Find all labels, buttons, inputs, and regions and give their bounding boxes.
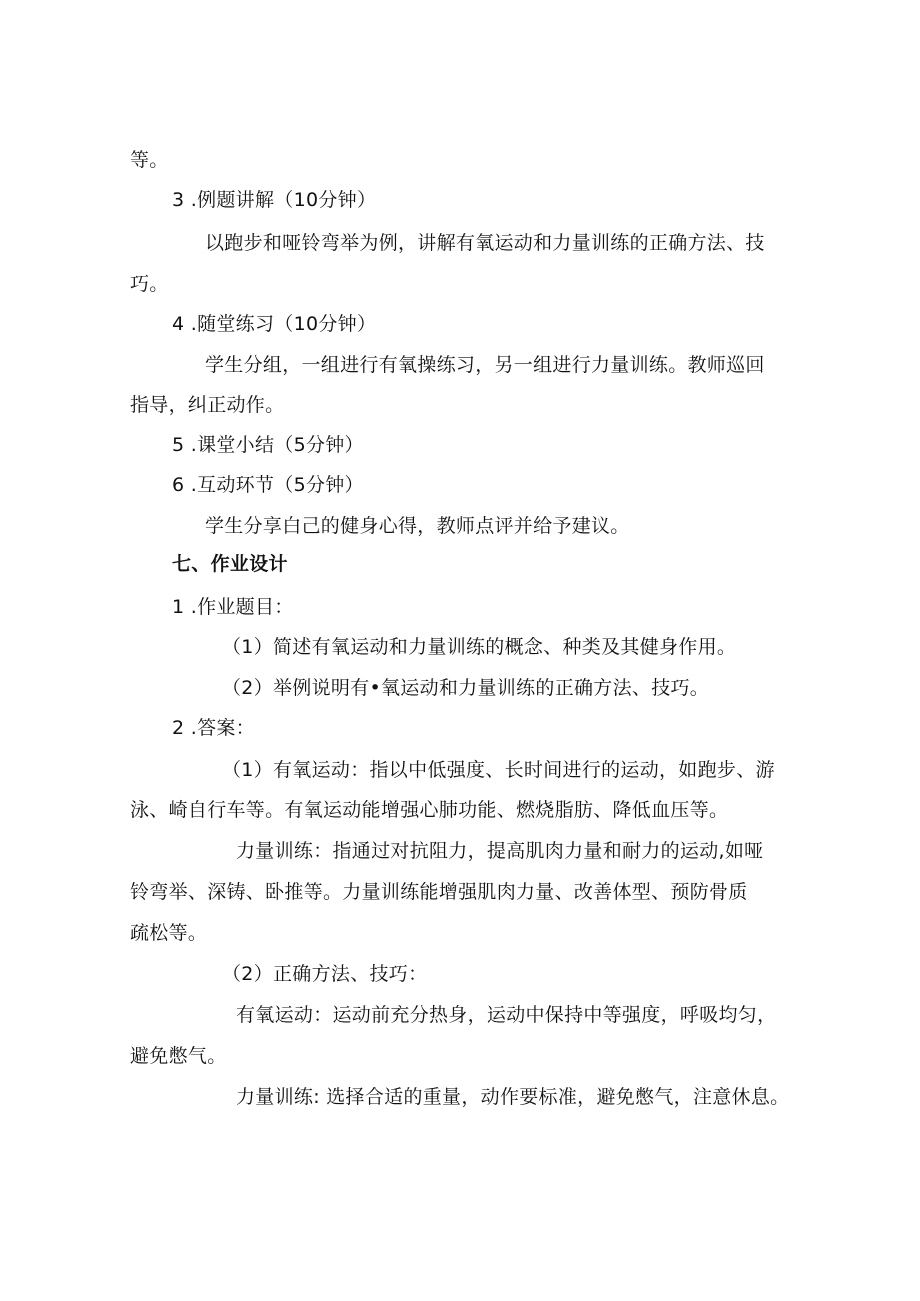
section-heading: 1 .作业题目：	[172, 596, 294, 618]
section-heading: 3 .例题讲解（10分钟）	[172, 189, 377, 211]
paragraph-line: 巧。	[130, 273, 169, 295]
answer-line: 力量训练：指通过对抗阻力，提高肌肉力量和耐力的运动,如哑	[236, 840, 764, 862]
answer-line: 有氧运动：运动前充分热身，运动中保持中等强度，呼吸均匀，	[236, 1004, 777, 1026]
answer-line: 铃弯举、深铸、卧推等。力量训练能增强肌肉力量、改善体型、预防骨质	[130, 881, 748, 903]
answer-line: 避免憋气。	[130, 1045, 227, 1067]
text-line: 等。	[130, 149, 169, 171]
chapter-heading: 七、作业设计	[172, 553, 288, 575]
answer-line: 泳、崎自行车等。有氧运动能增强心肺功能、燃烧脂肪、降低血压等。	[130, 799, 729, 821]
answer-line: （1）有氧运动：指以中低强度、长时间进行的运动，如跑步、游	[222, 759, 775, 781]
question-item: （2）举例说明有•氧运动和力量训练的正确方法、技巧。	[222, 677, 710, 699]
paragraph-line: 学生分组，一组进行有氧操练习，另一组进行力量训练。教师巡回	[205, 354, 765, 376]
paragraph-line: 指导，纠正动作。	[130, 394, 285, 416]
section-heading: 2 .答案：	[172, 717, 255, 739]
section-heading: 6 .互动环节（5分钟）	[172, 474, 364, 496]
answer-line: 力量训练: 选择合适的重量，动作要标准，避免憋气，注意休息。	[236, 1086, 790, 1108]
paragraph-line: 以跑步和哑铃弯举为例，讲解有氧运动和力量训练的正确方法、技	[205, 232, 765, 254]
section-heading: 4 .随堂练习（10分钟）	[172, 313, 377, 335]
section-heading: 5 .课堂小结（5分钟）	[172, 434, 364, 456]
answer-line: （2）正确方法、技巧：	[222, 963, 428, 985]
paragraph-line: 学生分享白己的健身心得，教师点评并给予建议。	[205, 515, 630, 537]
answer-line: 疏松等。	[130, 922, 208, 944]
question-item: （1）简述有氧运动和力量训练的概念、种类及其健身作用。	[222, 636, 737, 658]
